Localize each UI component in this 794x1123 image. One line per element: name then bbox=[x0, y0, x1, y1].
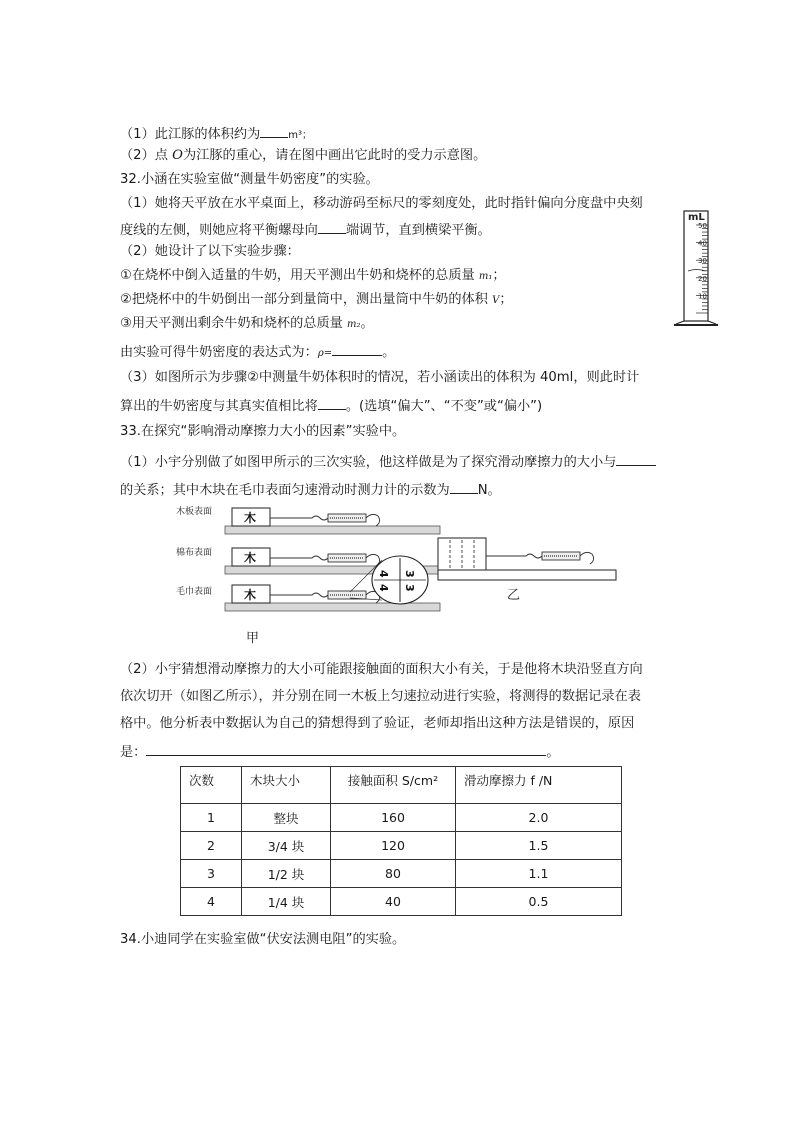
answer-blank-expression[interactable] bbox=[332, 342, 382, 356]
table-cell: 40 bbox=[331, 888, 456, 916]
cylinder-unit-label: mL bbox=[688, 212, 705, 223]
table-header-row bbox=[181, 767, 622, 804]
table-cell: 3 bbox=[181, 860, 242, 888]
block-label: 木 bbox=[244, 511, 257, 525]
table-cell: 1/2 块 bbox=[242, 860, 331, 888]
q33-part2-line4: 是： 。 bbox=[120, 742, 560, 761]
density-expression: 由实验可得牛奶密度的表达式为：ρ= 。 bbox=[120, 342, 395, 362]
friction-experiment-figure bbox=[170, 498, 620, 648]
q33-part2-line2: 依次切开（如图乙所示），并分别在同一木板上匀速拉动进行实验，将测得的数据记录在表 bbox=[120, 689, 641, 704]
table-cell: 120 bbox=[331, 832, 456, 860]
table-cell: 1 bbox=[181, 804, 242, 832]
block-label: 木 bbox=[244, 551, 257, 565]
q34-title: 34.小迪同学在实验室做“伏安法测电阻”的实验。 bbox=[120, 932, 406, 947]
zoom-digit: 4 bbox=[377, 570, 390, 578]
q31-part1: （1）此江豚的体积约为 m³； bbox=[120, 124, 312, 144]
table-cell: 80 bbox=[331, 860, 456, 888]
table-cell: 整块 bbox=[242, 804, 331, 832]
table-cell: 3/4 块 bbox=[242, 832, 331, 860]
table-cell: 4 bbox=[181, 888, 242, 916]
table-cell: 1/4 块 bbox=[242, 888, 331, 916]
surface-label-wood: 木板表面 bbox=[176, 507, 213, 517]
q32-title: 32.小涵在实验室做“测量牛奶密度”的实验。 bbox=[120, 172, 379, 187]
table-cell: 1.5 bbox=[456, 832, 622, 860]
q33-part2-line1: （2）小宇猜想滑动摩擦力的大小可能跟接触面的面积大小有关，于是他将木块沿竖直方向 bbox=[120, 662, 643, 677]
table-header: 次数 bbox=[181, 767, 242, 804]
step-1: ①在烧杯中倒入适量的牛奶，用天平测出牛奶和烧杯的总质量 m₁； bbox=[120, 268, 506, 283]
cylinder-tick-label: 10 bbox=[698, 292, 707, 301]
q32-part1-line1: （1）她将天平放在水平桌面上，移动游码至标尺的零刻度处，此时指针偏向分度盘中央刻 bbox=[120, 196, 643, 211]
table-cell: 0.5 bbox=[456, 888, 622, 916]
table-cell: 160 bbox=[331, 804, 456, 832]
zoom-digit: 4 bbox=[377, 584, 390, 592]
q32-part2: （2）她设计了以下实验步骤： bbox=[120, 244, 300, 259]
zoom-digit: 3 bbox=[403, 570, 416, 578]
friction-data-table bbox=[180, 766, 622, 916]
table-cell: 2.0 bbox=[456, 804, 622, 832]
answer-blank-direction[interactable] bbox=[318, 220, 346, 234]
table-row bbox=[181, 888, 622, 916]
cylinder-tick-label: 40 bbox=[698, 239, 707, 248]
cylinder-tick-label: 20 bbox=[698, 274, 707, 283]
q33-part2-line3: 格中。他分析表中数据认为自己的猜想得到了验证，老师却指出这种方法是错误的，原因 bbox=[120, 716, 635, 731]
surface-label-towel: 毛巾表面 bbox=[176, 587, 213, 597]
step-3: ③用天平测出剩余牛奶和烧杯的总质量 m₂。 bbox=[120, 316, 374, 331]
step-2: ②把烧杯中的牛奶倒出一部分到量筒中，测出量筒中牛奶的体积 V； bbox=[120, 292, 513, 307]
q33-part1-line1: （1）小宇分别做了如图甲所示的三次实验，他这样做是为了探究滑动摩擦力的大小与 bbox=[120, 452, 656, 471]
table-row bbox=[181, 804, 622, 832]
q32-part3-line2: 算出的牛奶密度与其真实值相比将 。(选填“偏大”、“不变”或“偏小”) bbox=[120, 396, 542, 415]
block-label: 木 bbox=[244, 588, 257, 602]
table-row bbox=[181, 860, 622, 888]
table-cell: 2 bbox=[181, 832, 242, 860]
table-row bbox=[181, 832, 622, 860]
table-header: 接触面积 S/cm² bbox=[331, 767, 456, 804]
cylinder-tick-label: 50 bbox=[698, 222, 707, 230]
table-cell: 1.1 bbox=[456, 860, 622, 888]
answer-blank-volume[interactable] bbox=[260, 124, 288, 138]
figure-caption-jia: 甲 bbox=[246, 631, 260, 646]
zoom-digit: 3 bbox=[403, 584, 416, 592]
table-header: 木块大小 bbox=[242, 767, 331, 804]
answer-blank-reason[interactable] bbox=[146, 742, 546, 756]
q33-part1-line2: 的关系；其中木块在毛巾表面匀速滑动时测力计的示数为 N。 bbox=[120, 480, 501, 499]
answer-blank-factor[interactable] bbox=[616, 452, 656, 466]
q32-part1-line2: 度线的左侧，则她应将平衡螺母向 端调节，直到横梁平衡。 bbox=[120, 220, 491, 239]
answer-blank-force[interactable] bbox=[450, 480, 478, 494]
q31-part2: （2）点 O为江豚的重心，请在图中画出它此时的受力示意图。 bbox=[120, 148, 487, 163]
surface-label-cotton: 棉布表面 bbox=[176, 548, 213, 558]
answer-blank-compare[interactable] bbox=[318, 396, 346, 410]
q32-part3-line1: （3）如图所示为步骤②中测量牛奶体积时的情况，若小涵读出的体积为 40ml，则此时计 bbox=[120, 370, 640, 385]
figure-caption-yi: 乙 bbox=[507, 588, 521, 603]
q33-title: 33.在探究“影响滑动摩擦力大小的因素”实验中。 bbox=[120, 424, 406, 439]
measuring-cylinder bbox=[672, 205, 718, 329]
table-header: 滑动摩擦力 f /N bbox=[456, 767, 622, 804]
cylinder-tick-label: 30 bbox=[698, 257, 707, 266]
